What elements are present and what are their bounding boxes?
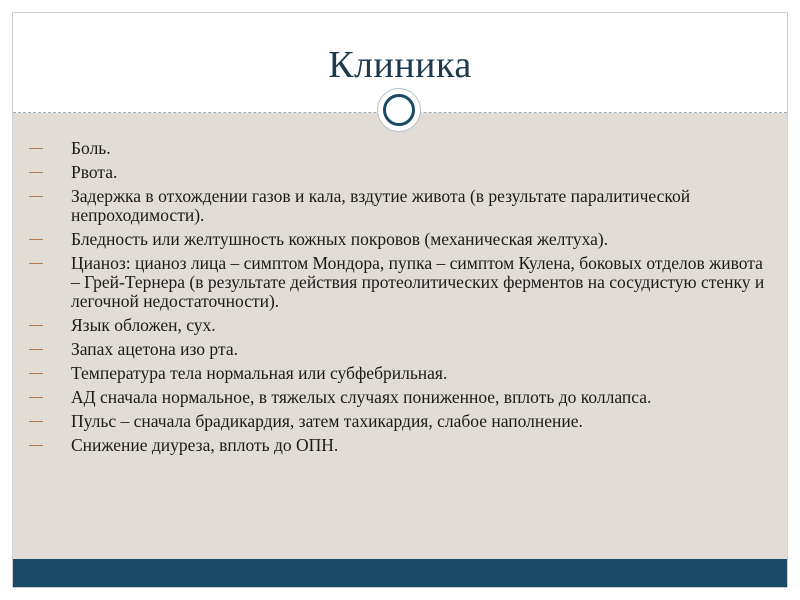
dash-bullet-icon: [29, 445, 43, 446]
list-item: [29, 436, 769, 455]
dash-bullet-icon: [29, 373, 43, 374]
dash-bullet-icon: [29, 148, 43, 149]
bottom-bar: [13, 559, 787, 587]
bullet-text: Задержка в отхождении газов и кала, вздутие живота (в результате паралитической непроходимости).: [71, 186, 691, 225]
list-item: [29, 254, 769, 311]
dash-bullet-icon: [29, 263, 43, 264]
list-item: [29, 187, 769, 225]
slide: [12, 12, 788, 588]
slide-title: Клиника: [328, 44, 472, 86]
bullet-text: Пульс – сначала брадикардия, затем тахикардия, слабое наполнение.: [71, 411, 583, 431]
bullet-text: Запах ацетона изо рта.: [71, 339, 238, 359]
bullet-list: [29, 139, 769, 460]
bullet-text: Язык обложен, сух.: [71, 315, 216, 335]
bullet-text: Цианоз: цианоз лица – симптом Мондора, пупка – симптом Кулена, боковых отделов живота – Грей-Тернера (в результате действия протеолитических ферментов на сосудистую стенку и легочной недостаточности).: [71, 253, 765, 311]
list-item: [29, 316, 769, 335]
list-item: [29, 230, 769, 249]
dash-bullet-icon: [29, 325, 43, 326]
list-item: [29, 139, 769, 158]
dash-bullet-icon: [29, 397, 43, 398]
dash-bullet-icon: [29, 421, 43, 422]
circle-ring: [383, 94, 415, 126]
bullet-text: Боль.: [71, 138, 111, 158]
dash-bullet-icon: [29, 239, 43, 240]
list-item: [29, 412, 769, 431]
bullet-text: Бледность или желтушность кожных покровов (механическая желтуха).: [71, 229, 609, 249]
bullet-text: АД сначала нормальное, в тяжелых случаях пониженное, вплоть до коллапса.: [71, 387, 652, 407]
bullet-text: Рвота.: [71, 162, 118, 182]
list-item: [29, 340, 769, 359]
list-item: [29, 388, 769, 407]
bullet-text: Снижение диуреза, вплоть до ОПН.: [71, 435, 339, 455]
dash-bullet-icon: [29, 196, 43, 197]
list-item: [29, 163, 769, 182]
circle-ornament-icon: [377, 88, 421, 132]
dash-bullet-icon: [29, 172, 43, 173]
bullet-text: Температура тела нормальная или субфебрильная.: [71, 363, 448, 383]
list-item: [29, 364, 769, 383]
dash-bullet-icon: [29, 349, 43, 350]
